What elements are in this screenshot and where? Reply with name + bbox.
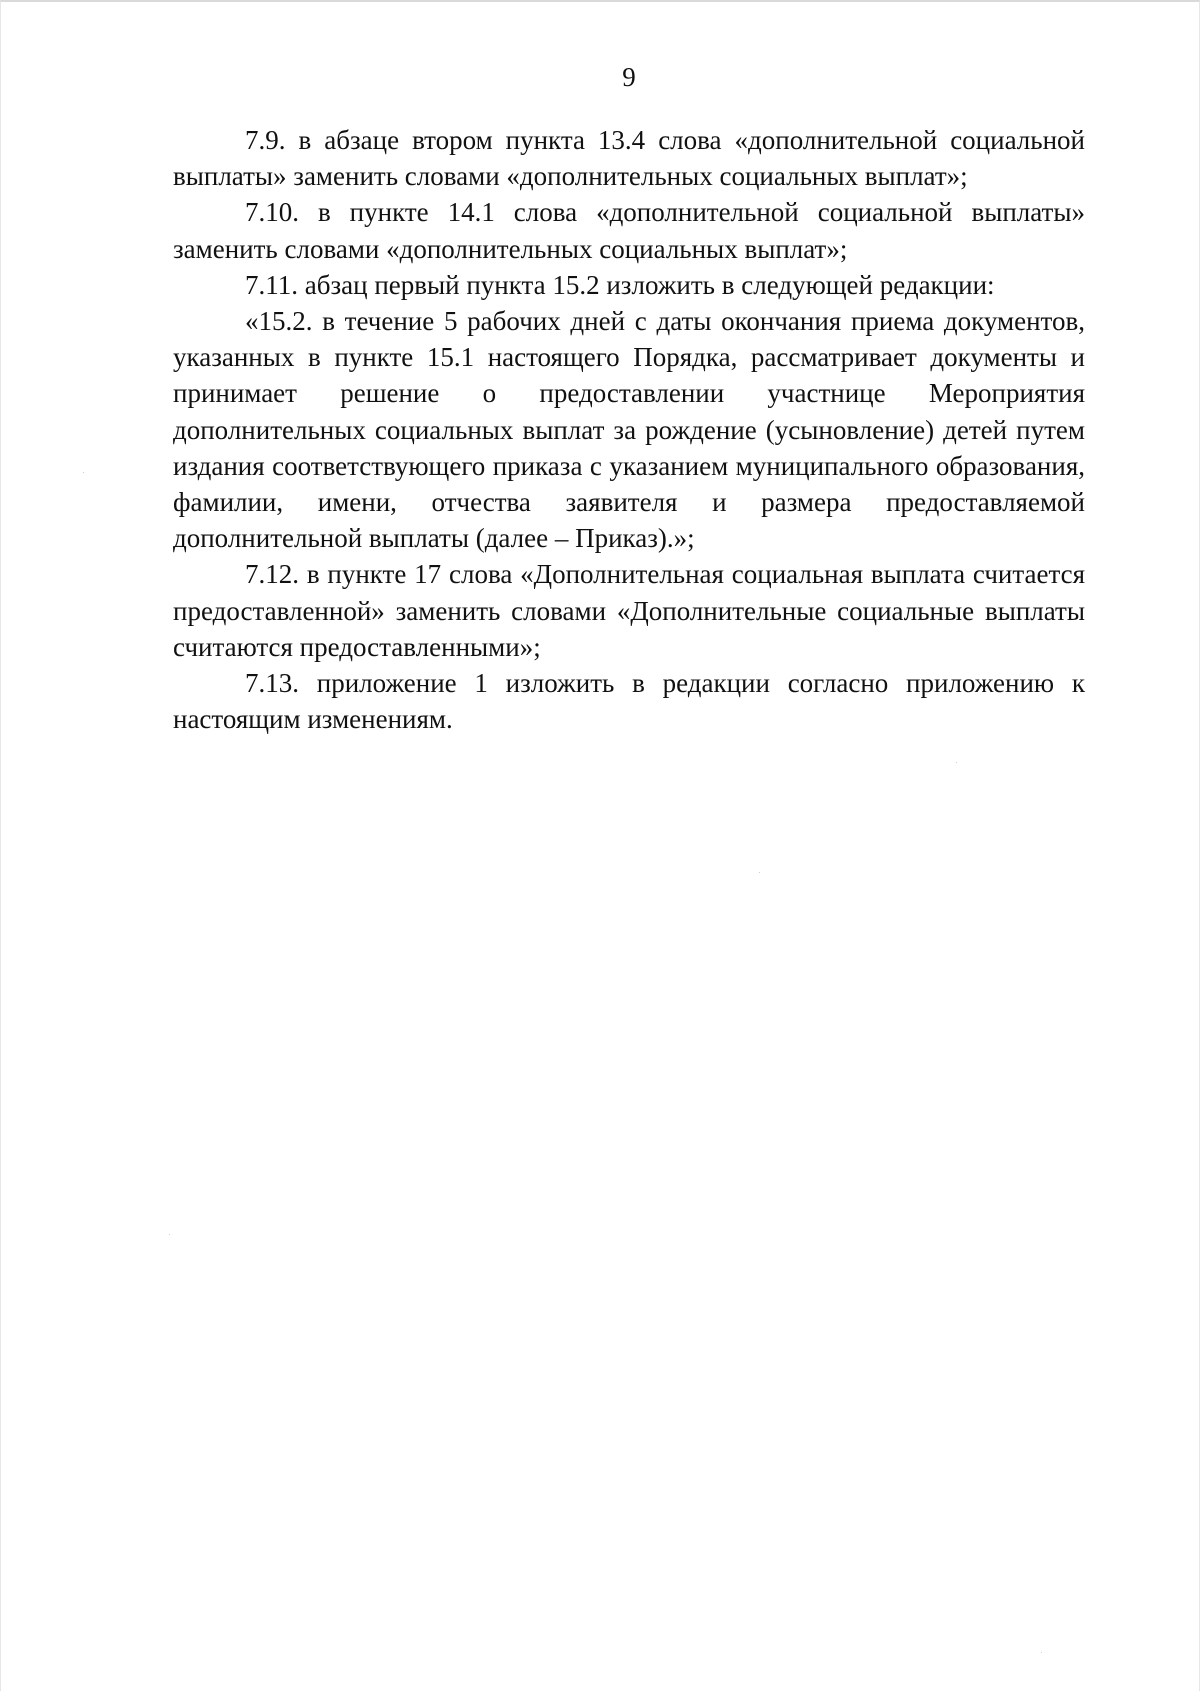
document-body [173, 122, 1085, 737]
paragraph-7-9: 7.9. в абзаце втором пункта 13.4 слова «дополнительной социальной выплаты» заменить словами «дополнительных социальных выплат»; [173, 125, 1085, 192]
paragraph-7-11: 7.11. абзац первый пункта 15.2 изложить в следующей редакции: [245, 269, 995, 300]
scan-speck [956, 762, 957, 763]
scan-speck [759, 872, 760, 873]
paragraph-15-2-quote: «15.2. в течение 5 рабочих дней с даты окончания приема документов, указанных в пункте 15.1 настоящего Порядка, рассматривает документы и принимает решение о предоставлении участнице Мероприятия дополнительных социальных выплат за рождение (усыновление) детей путем издания соответствующего приказа с указанием муниципального образования, фамилии, имени, отчества заявителя и размера предоставляемой дополнительной выплаты (далее – Приказ).»; [173, 306, 1085, 554]
page-number: 9 [622, 62, 636, 92]
paragraph-7-10: 7.10. в пункте 14.1 слова «дополнительной социальной выплаты» заменить словами «дополнительных социальных выплат»; [173, 197, 1085, 264]
scan-speck [83, 472, 84, 473]
scan-speck [169, 1234, 170, 1235]
paragraph-7-12: 7.12. в пункте 17 слова «Дополнительная социальная выплата считается предоставленной» заменить словами «Дополнительные социальные выплаты считаются предоставленными»; [173, 559, 1085, 662]
paragraph-7-13: 7.13. приложение 1 изложить в редакции согласно приложению к настоящим изменениям. [173, 668, 1085, 735]
scan-speck [1041, 1652, 1042, 1653]
